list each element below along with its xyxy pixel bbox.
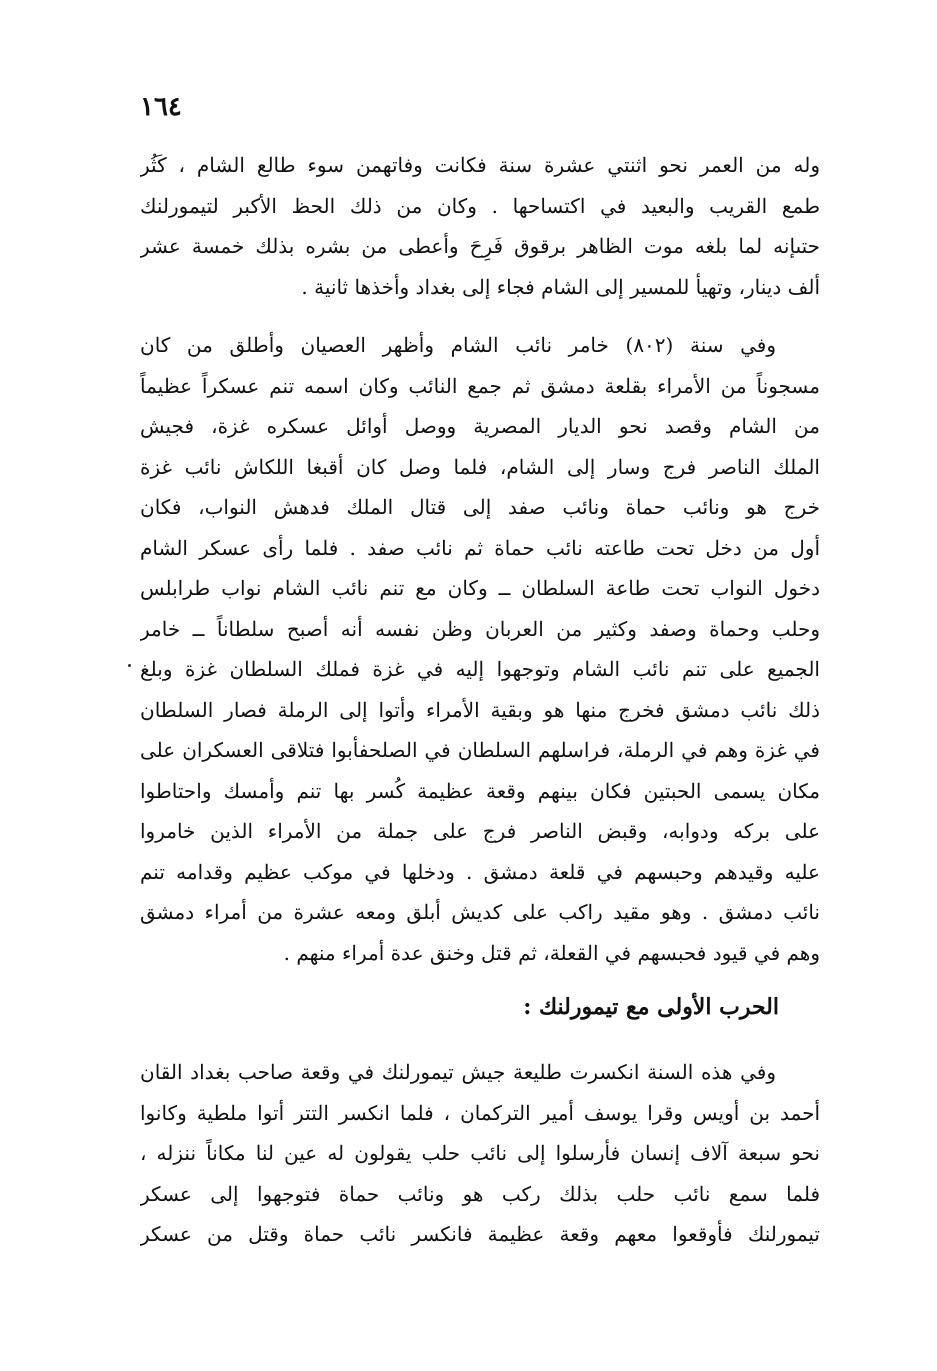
paragraph-line: وله من العمر نحو اثنتي عشرة سنة فكانت وفاتهمن سوء طالع الشام ، كَثُر xyxy=(140,153,820,177)
paragraph-line: ألف دينار، وتهيأ للمسير إلى الشام فجاء إلى بغداد وأخذها ثانية . xyxy=(301,274,820,299)
paragraph-line: الملك الناصر فرج وسار إلى الشام، فلما وصل كان أقبغا اللكاش نائب غزة xyxy=(140,454,820,479)
paragraph-line: أحمد بن أويس وقرا يوسف أمير التركمان ، فلما انكسر التتر أتوا ملطية وكانوا xyxy=(140,1100,820,1125)
paragraph-line: نائب دمشق . وهو مقيد راكب على كديش أبلق ومعه عشرة من أمراء دمشق xyxy=(140,900,820,924)
paragraph-line: دخول النواب تحت طاعة السلطان ــ وكان مع تنم نائب الشام نواب طرابلس xyxy=(140,576,820,600)
paragraph-2 xyxy=(140,325,820,973)
paragraph-line: نحو سبعة آلاف إنسان فأرسلوا إلى نائب حلب يقولون له عين لنا مكاناً ننزله ، xyxy=(140,1141,820,1165)
paragraph-1 xyxy=(140,145,820,307)
paragraph-line: الجميع على تنم نائب الشام وتوجهوا إليه في غزة فملك السلطان غزة وبلغ xyxy=(140,657,820,681)
paragraph-3 xyxy=(140,1052,820,1255)
paragraph-line: خرج هو ونائب حماة ونائب صفد إلى قتال الملك فدهش النواب، فكان xyxy=(140,495,820,519)
paragraph-line: وفي سنة (٨٠٢) خامر نائب الشام وأظهر العصيان وأطلق من كان xyxy=(140,333,776,357)
page-number: ١٦٤ xyxy=(140,92,182,122)
paragraph-line: وفي هذه السنة انكسرت طليعة جيش تيمورلنك في وقعة صاحب بغداد القان xyxy=(140,1060,776,1084)
paragraph-line: تيمورلنك فأوقعوا معهم وقعة عظيمة فانكسر نائب حماة وقتل من عسكر xyxy=(140,1222,820,1246)
print-speck xyxy=(128,664,131,667)
paragraph-line: في غزة وهم في الرملة، فراسلهم السلطان في الصلحفأبوا فتلاقى العسكران على xyxy=(140,738,820,762)
paragraph-line: طمع القريب والبعيد في اكتساحها . وكان من ذلك الحظ الأكبر لتيمورلنك xyxy=(140,193,820,218)
paragraph-line: ذلك نائب دمشق فخرج منها هو وبقية الأمراء وأتوا إلى الرملة فصار السلطان xyxy=(140,697,820,722)
paragraph-line: من الشام وقصد نحو الديار المصرية ووصل أوائل عسكره غزة، فجيش xyxy=(140,414,820,438)
paragraph-line: على بركه ودوابه، وقبض الناصر فرج على جملة من الأمراء الذين خامروا xyxy=(140,819,820,843)
paragraph-line: حتىإنه لما بلغه موت الظاهر برقوق فَرِحَ وأعطى من بشره بذلك خمسة عشر xyxy=(140,234,820,258)
paragraph-line: وحلب وحماة وصفد وكثير من العربان وظن نفسه أنه أصبح سلطاناً ــ خامر xyxy=(140,616,820,641)
paragraph-line: مكان يسمى الحبتين فكان بينهم وقعة عظيمة كُسر بها تنم وأمسك واحتاطوا xyxy=(140,778,820,803)
section-heading: الحرب الأولى مع تيمورلنك : xyxy=(523,994,779,1020)
paragraph-line: أول من دخل تحت طاعته نائب حماة ثم نائب صفد . فلما رأى عسكر الشام xyxy=(140,535,820,560)
paragraph-line: مسجوناً من الأمراء بقلعة دمشق ثم جمع النائب وكان اسمه تنم عسكراً عظيماً xyxy=(140,373,820,398)
paragraph-line: وهم في قيود فحبسهم في القعلة، ثم قتل وخنق عدة أمراء منهم . xyxy=(283,940,820,965)
paragraph-line: فلما سمع نائب حلب بذلك ركب هو ونائب حماة فتوجهوا إلى عسكر xyxy=(140,1181,820,1206)
paragraph-line: عليه وقيدهم وحبسهم في قلعة دمشق . ودخلها في موكب عظيم وقدامه تنم xyxy=(140,859,820,884)
